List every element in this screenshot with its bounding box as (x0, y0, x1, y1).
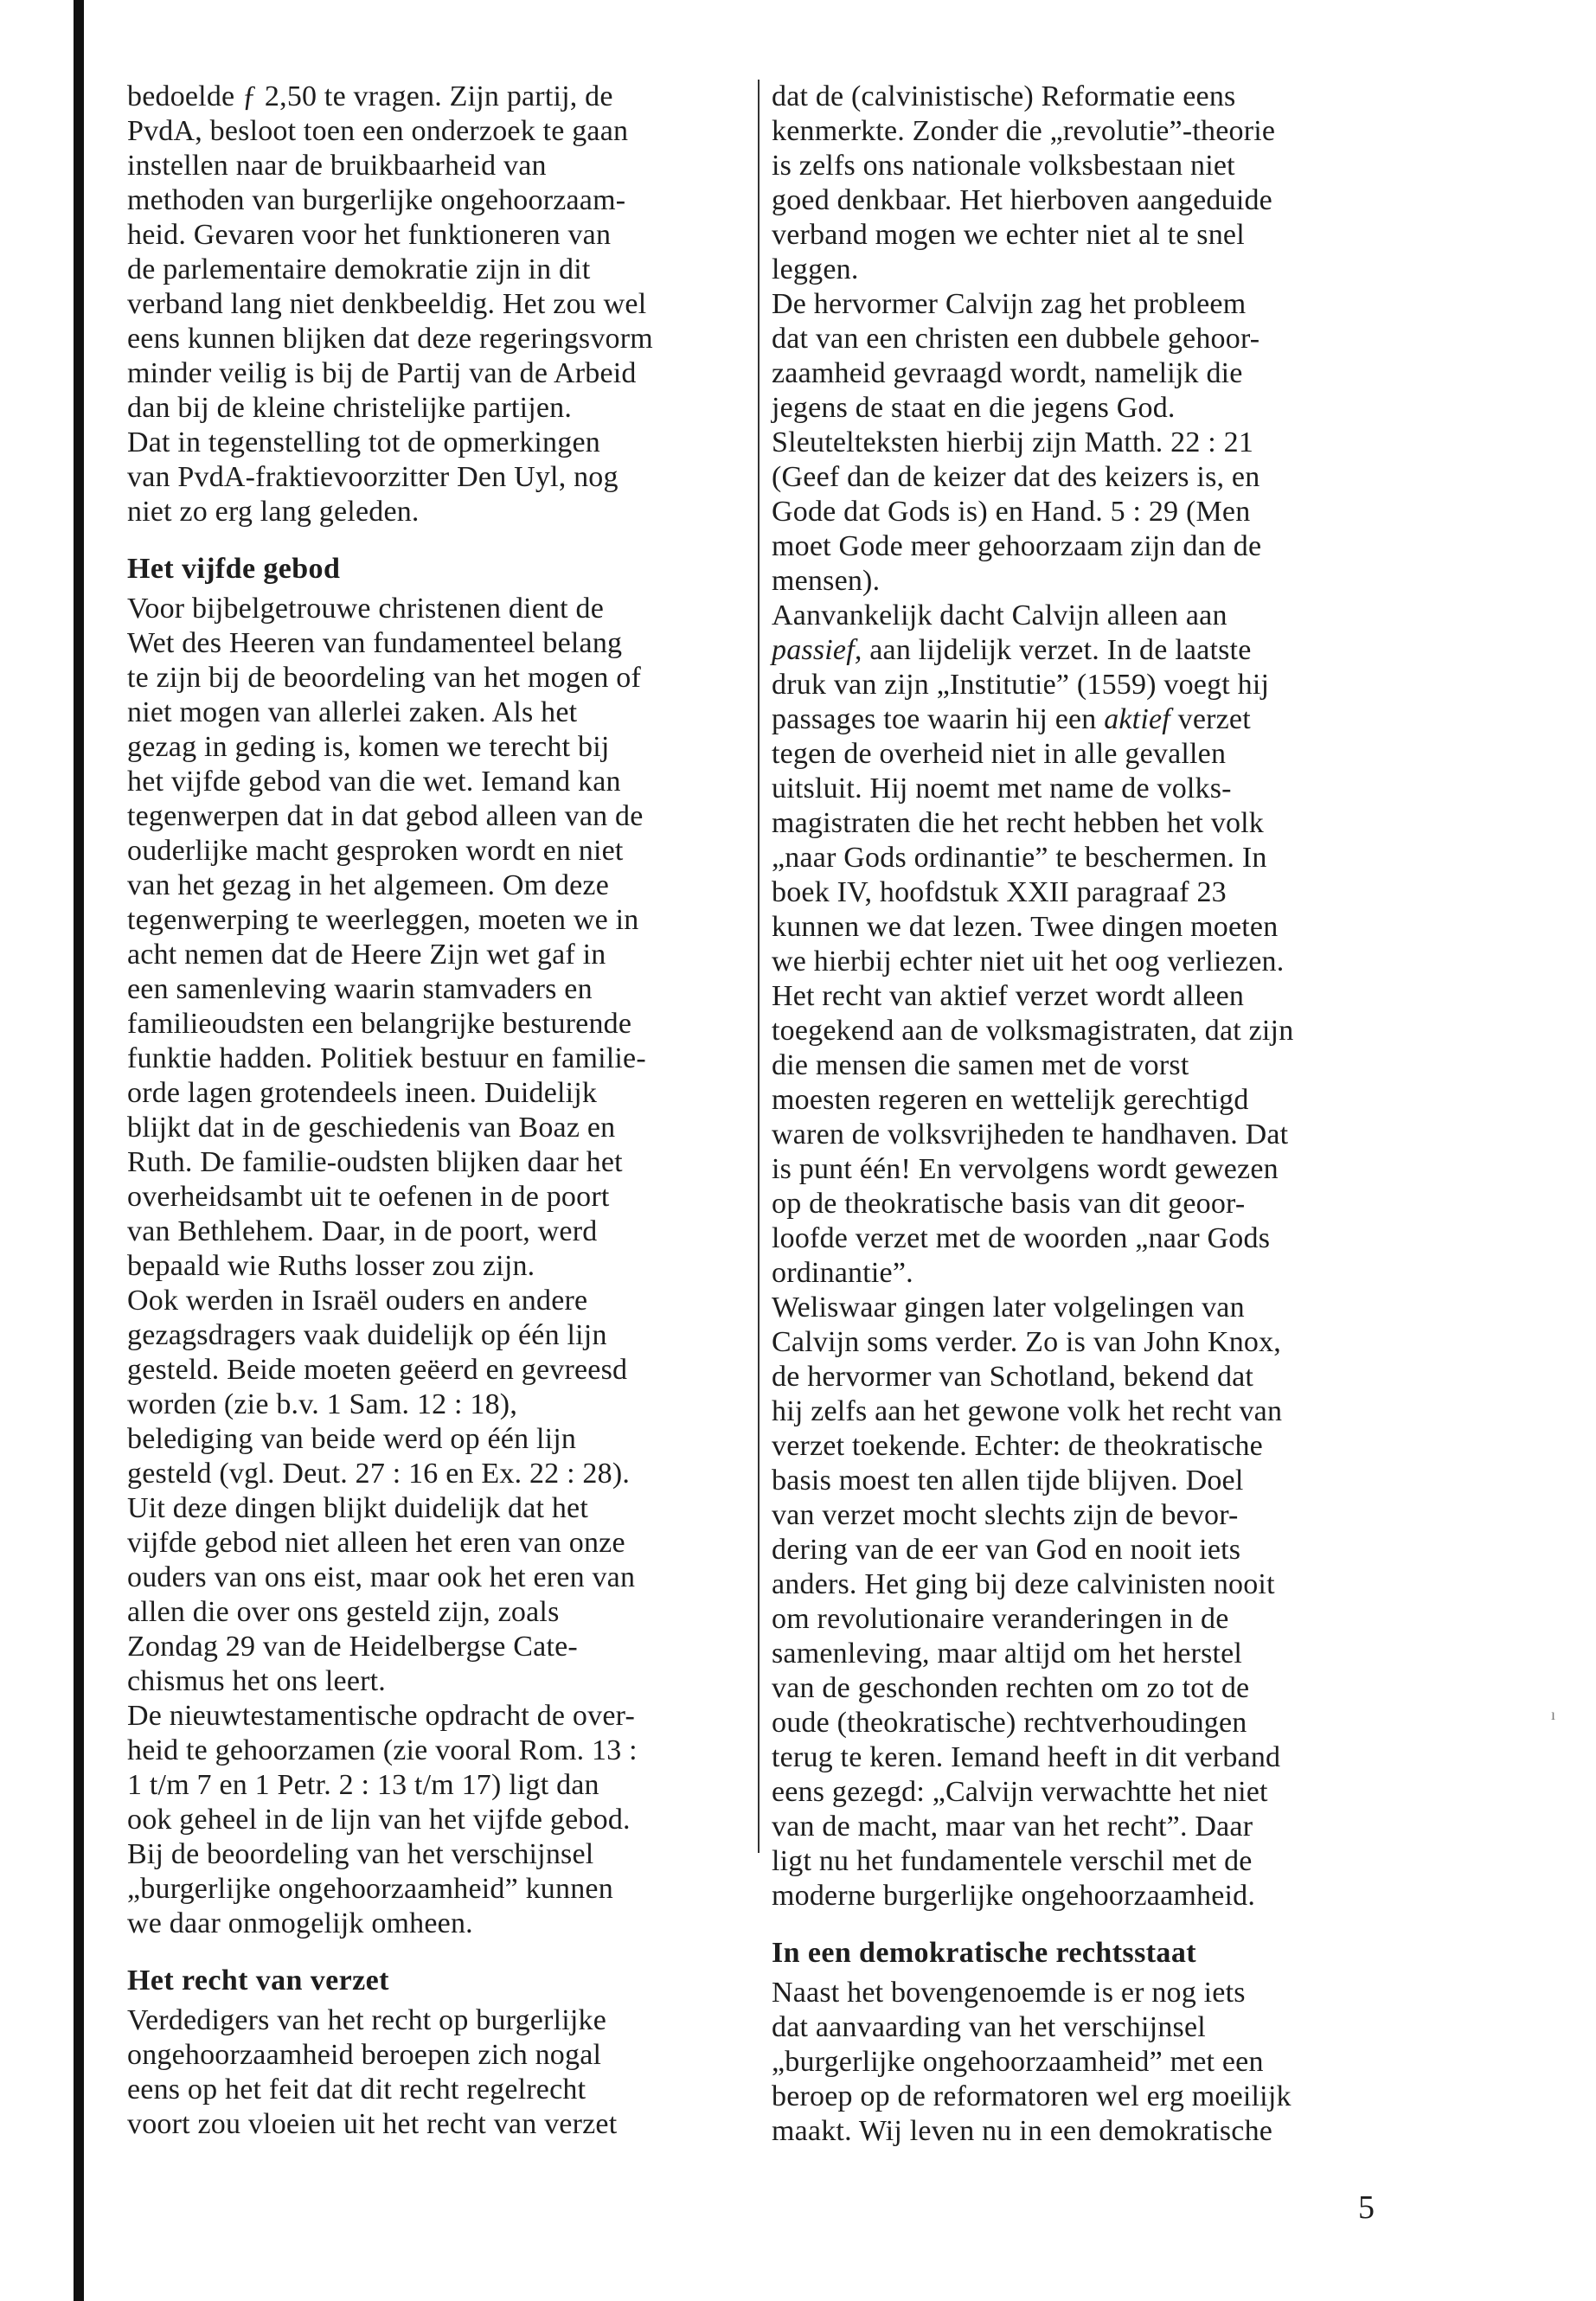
italic-word: passief, (772, 634, 862, 666)
paragraph: Naast het bovengenoemde is er nog iets dat aanvaarding van het verschijnsel „burgerlijke ongehoorzaamheid” met een beroep op de reformatoren wel erg moeilijk maakt. Wij leven nu in een demokratische (772, 1977, 1292, 2147)
page-edge-bar (74, 0, 84, 2301)
section-heading: In een demokratische rechtsstaat (772, 1937, 1196, 1969)
text-run: druk van zijn „Institutie” (1559) voegt hij (772, 669, 1270, 701)
text-run: passages toe waarin hij een (772, 703, 1105, 735)
section-heading: Het recht van verzet (127, 1965, 389, 1997)
left-column (127, 80, 772, 2142)
paragraph: dat de (calvinistische) Reformatie eens kenmerkte. Zonder die „revolutie”-theorie is zelfs ons nationale volksbestaan niet goed denkbaar. Het hierboven aangeduide verband mogen we echter niet al te snel leggen. (772, 80, 1276, 285)
paragraph: Ook werden in Israël ouders en andere gezagsdragers vaak duidelijk op één lijn gesteld. Beide moeten geëerd en gevreesd worden (zie b.v. 1 Sam. 12 : 18), belediging van beide werd op één lijn gesteld (vgl. Deut. 27 : 16 en Ex. 22 : 28). Uit deze dingen blijkt duidelijk dat het vijfde gebod niet alleen het eren van onze ouders van ons eist, maar ook het eren van allen die over ons gesteld zijn, zoals Zondag 29 van de Heidelbergse Cate- chismus het ons leert. (127, 1285, 636, 1697)
paragraph: Voor bijbelgetrouwe christenen dient de Wet des Heeren van fundamenteel belang te zijn bij de beoordeling van het mogen of niet mogen van allerlei zaken. Als het gezag in geding is, komen we terecht bij het vijfde gebod van die wet. Iemand kan tegenwerpen dat in dat gebod alleen van de ouderlijke macht gesproken wordt en niet van het gezag in het algemeen. Om deze tegenwerping te weerleggen, moeten we in acht nemen dat de Heere Zijn wet gaf in een samenleving waarin stamvaders en familieoudsten een belangrijke besturende funktie hadden. Politiek bestuur en familie- orde lagen grotendeels ineen. Duidelijk blijkt dat in de geschiedenis van Boaz en Ruth. De familie-oudsten blijken daar het overheidsambt uit te oefenen in de poort van Bethlehem. Daar, in de poort, werd bepaald wie Ruths losser zou zijn. (127, 593, 646, 1282)
paragraph: bedoelde ƒ 2,50 te vragen. Zijn partij, de PvdA, besloot toen een onderzoek te gaan instellen naar de bruikbaarheid van methoden van burgerlijke ongehoorzaam- heid. Gevaren voor het funktioneren van de parlementaire demokratie zijn in dit verband lang niet denkbeeldig. Het zou wel eens kunnen blijken dat deze regeringsvorm minder veilig is bij de Partij van de Arbeid dan bij de kleine christelijke partijen. Dat in tegenstelling tot de opmerkingen van PvdA-fraktievoorzitter Den Uyl, nog niet zo erg lang geleden. (127, 80, 653, 528)
stray-mark: ı (1551, 1706, 1556, 1723)
right-column (772, 80, 1416, 2149)
paragraph: Weliswaar gingen later volgelingen van Calvijn soms verder. Zo is van John Knox, de hervormer van Schotland, bekend dat hij zelfs aan het gewone volk het recht van verzet toekende. Echter: de theokratische basis moest ten allen tijde blijven. Doel van verzet mocht slechts zijn de bevor- dering van de eer van God en nooit iets anders. Het ging bij deze calvinisten nooit om revolutionaire veranderingen in de samenleving, maar altijd om het herstel van de geschonden rechten om zo tot de oude (theokratische) rechtverhoudingen terug te keren. Iemand heeft in dit verband eens gezegd: „Calvijn verwachtte het niet van de macht, maar van het recht”. Daar ligt nu het fundamentele verschil met de moderne burgerlijke ongehoorzaamheid. (772, 1292, 1283, 1912)
page-number: 5 (1358, 2189, 1375, 2226)
text-run: tegen de overheid niet in alle gevallen uitsluit. Hij noemt met name de volks- magistraten die het recht hebben het volk „naar Gods ordinantie” te beschermen. In boek IV, hoofdstuk XXII paragraaf 23 kunnen we dat lezen. Twee dingen moeten we hierbij echter niet uit het oog verliezen. Het recht van aktief verzet wordt alleen toegekend aan de volksmagistraten, dat zijn die mensen die samen met de vorst moesten regeren en wettelijk gerechtigd waren de volksvrijheden te handhaven. Dat is punt één! En vervolgens wordt gewezen op de theokratische basis van dit geoor- loofde verzet met de woorden „naar Gods ordinantie”. (772, 738, 1294, 1289)
section-heading: Het vijfde gebod (127, 553, 341, 585)
text-run: verzet (1170, 703, 1251, 735)
paragraph: De nieuwtestamentische opdracht de over- heid te gehoorzamen (zie vooral Rom. 13 : 1 t/m 7 en 1 Petr. 2 : 13 t/m 17) ligt dan ook geheel in de lijn van het vijfde gebod. Bij de beoordeling van het verschijnsel „burgerlijke ongehoorzaamheid” kunnen we daar onmogelijk omheen. (127, 1700, 638, 1939)
italic-word: aktief (1104, 703, 1170, 735)
paragraph: De hervormer Calvijn zag het probleem dat van een christen een dubbele gehoor- zaamheid gevraagd wordt, namelijk die jegens de staat en die jegens God. Sleutelteksten hierbij zijn Matth. 22 : 21 (Geef dan de keizer dat des keizers is, en Gode dat Gods is) en Hand. 5 : 29 (Men moet Gode meer gehoorzaam zijn dan de mensen). (772, 288, 1262, 597)
paragraph (772, 599, 1416, 1291)
text-run: aan lijdelijk verzet. In de laatste (862, 634, 1252, 666)
paragraph: Verdedigers van het recht op burgerlijke ongehoorzaamheid beroepen zich nogal eens op het feit dat dit recht regelrecht voort zou vloeien uit het recht van verzet (127, 2004, 618, 2140)
text-run: Aanvankelijk dacht Calvijn alleen aan (772, 599, 1227, 631)
